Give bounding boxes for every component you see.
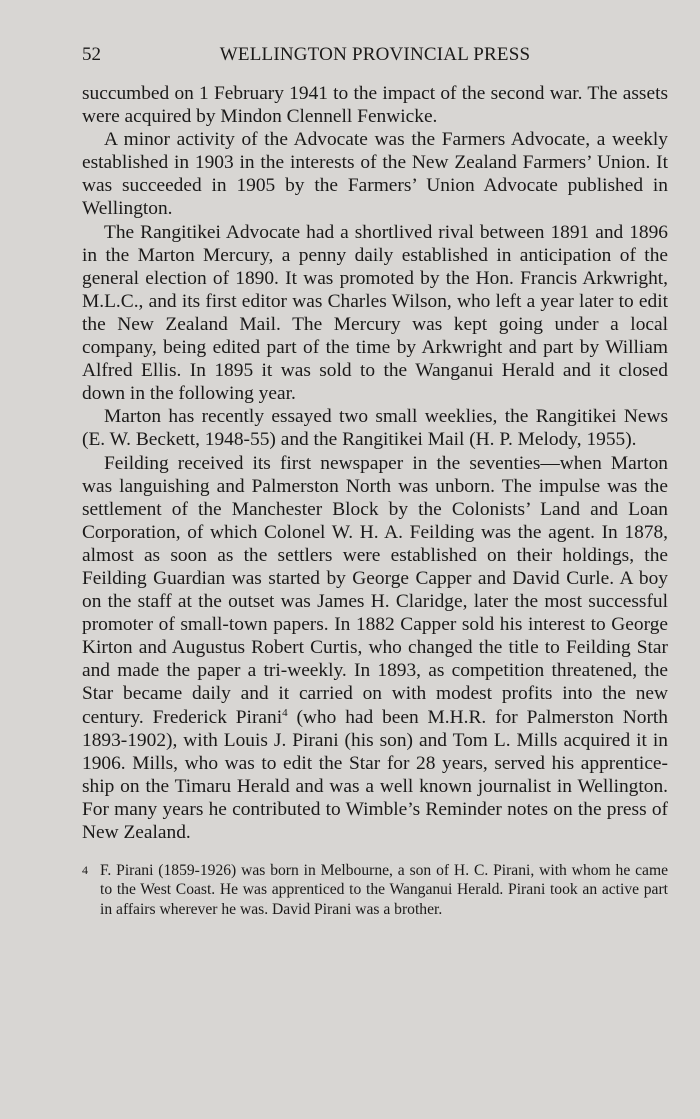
page-number: 52 <box>82 44 101 65</box>
paragraph-farmers-advocate: A minor activity of the Advocate was the Farmers Advocate, a weekly established in 1903 in the interests of the New Zealand Farmers’ Union. It was succeeded in 1905 by the Farmers’ Union Advocate published in Wellington. <box>82 129 668 220</box>
footnote-text: F. Pirani (1859-1926) was born in Melbourne, a son of H. C. Pirani, with whom he came to the West Coast. He was apprenticed to the Wanganui Herald. Pirani took an active part in affairs wherever he was. David Pirani was a brother. <box>100 862 668 918</box>
footnote-reference[interactable]: 4 <box>282 706 288 719</box>
body-text <box>82 82 668 844</box>
paragraph-feilding-text: Feilding received its first newspaper in the seventies—when Marton was languishing and Palmerston North was unborn. The impulse was the settlement of the Manchester Block by the Colonists’ Land and Loan Corporation, of which Colonel W. H. A. Feilding was the agent. In 1878, almost as soon as the settlers were established on their holdings, the Feilding Guardian was started by George Capper and David Curle. A boy on the staff at the outset was James H. Claridge, later the most successful promoter of small-town papers. In 1882 Capper sold his interest to George Kirton and Augustus Robert Curtis, who changed the title to Feilding Star and made the paper a tri-weekly. In 1893, as competition threatened, the Star became daily and it carried on with modest profits into the new century. Frederick Pirani <box>82 452 668 728</box>
paragraph-marton-weeklies: Marton has recently essayed two small weeklies, the Rangitikei News (E. W. Beckett, 1948-55) and the Rangitikei Mail (H. P. Melody, 1955). <box>82 406 668 451</box>
paragraph-feilding <box>82 452 668 845</box>
footnote <box>82 861 668 919</box>
running-head-title: WELLINGTON PROVINCIAL PRESS <box>219 44 531 65</box>
paragraph-feilding-tail: (who had been M.H.R. for Palmerston North 1893-1902), with Louis J. Pirani (his son) and Tom L. Mills acquired it in 1906. Mills, who was to edit the Star for 28 years, served his apprentice-ship on the Timaru Herald and was a well known journalist in Wellington. For many years he contributed to Wimble’s Reminder notes on the press of New Zealand. <box>82 706 668 843</box>
running-head <box>82 40 668 70</box>
paragraph-marton-mercury: The Rangitikei Advocate had a shortlived rival between 1891 and 1896 in the Marton Mercury, a penny daily established in anticipation of the general election of 1890. It was promoted by the Hon. Francis Arkwright, M.L.C., and its first editor was Charles Wilson, who left a year later to edit the New Zealand Mail. The Mercury was kept going under a local company, being edited part of the time by Arkwright and part by William Alfred Ellis. In 1895 it was sold to the Wanganui Herald and it closed down in the following year. <box>82 221 668 405</box>
paragraph-continued: succumbed on 1 February 1941 to the impact of the second war. The assets were acquired by Mindon Clennell Fenwicke. <box>82 83 668 128</box>
footnote-marker: 4 <box>82 863 88 878</box>
book-page <box>82 40 668 919</box>
